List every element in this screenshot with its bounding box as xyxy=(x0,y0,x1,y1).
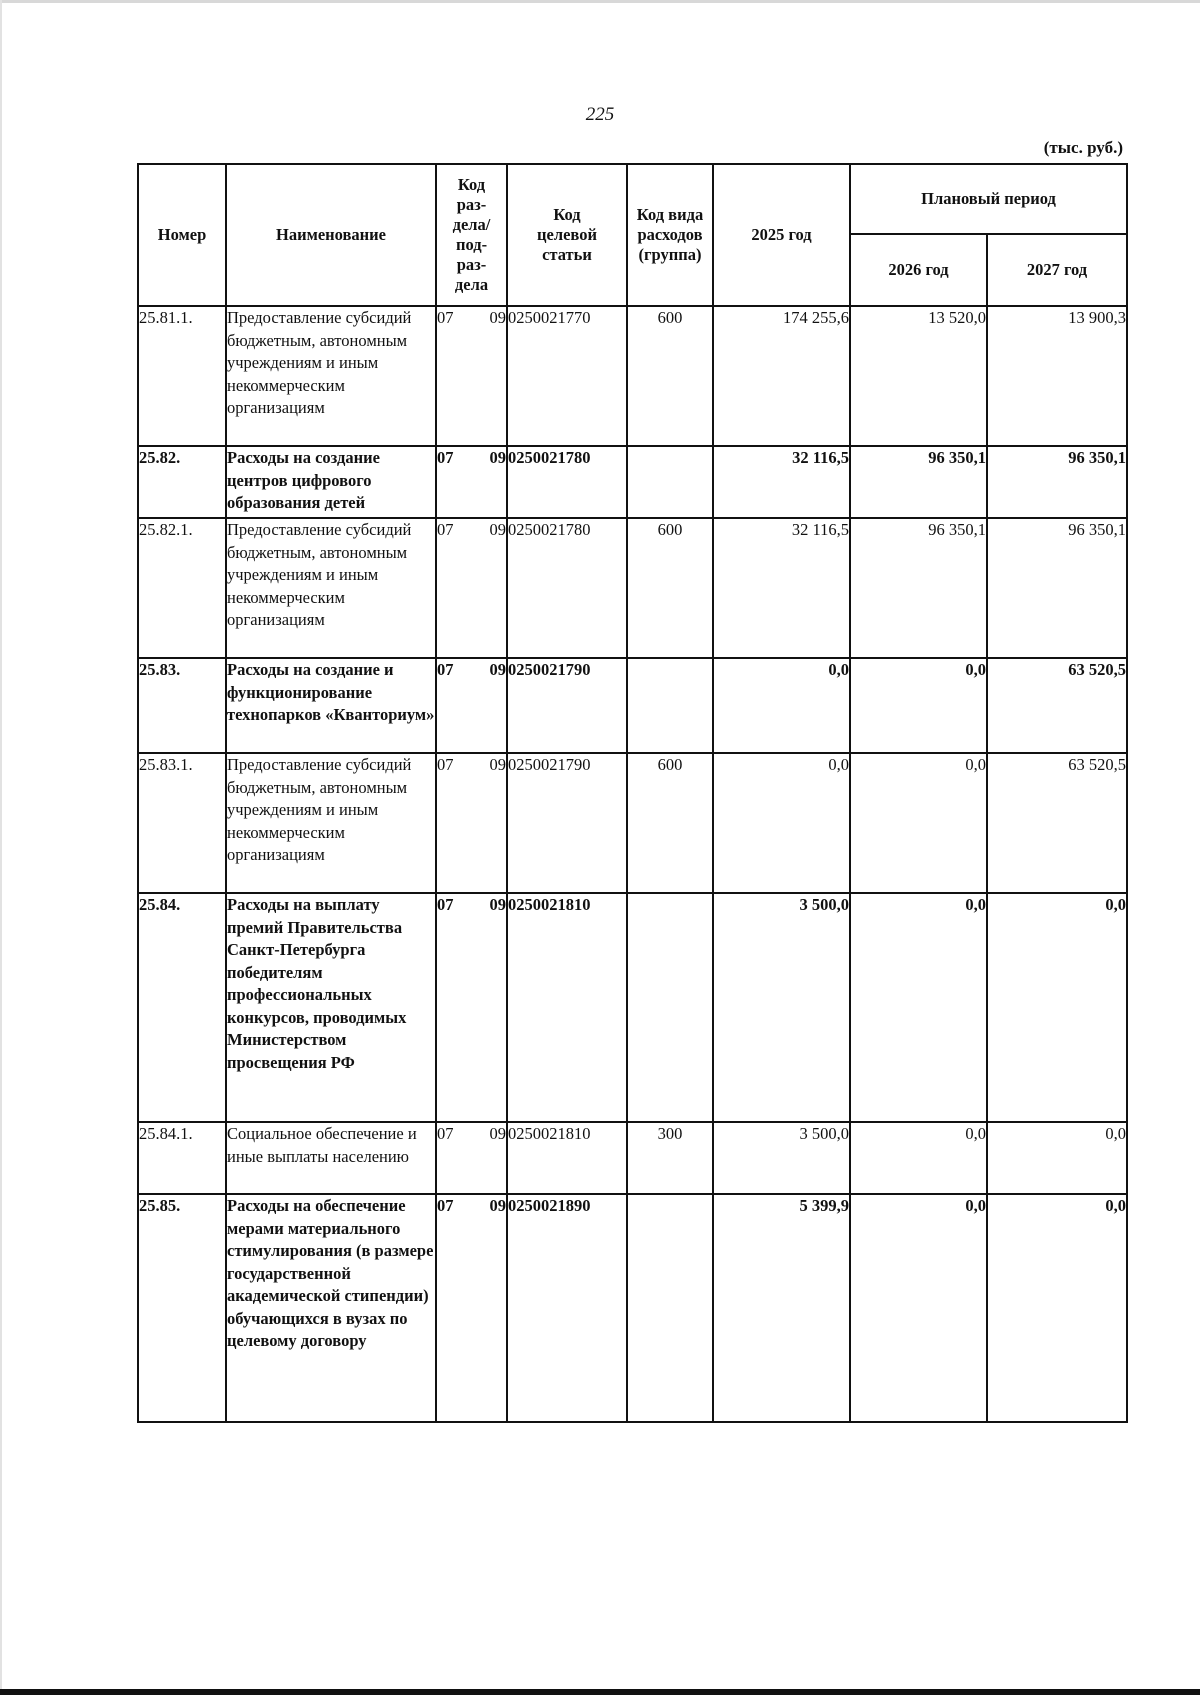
cell-name: Предоставление субсидий бюджетным, автономным учреждениям и иным некоммерческим организациям xyxy=(226,306,436,446)
cell-razdel-code: 07 xyxy=(437,1196,454,1215)
cell-2027: 96 350,1 xyxy=(987,518,1127,658)
cell-expense-type: 600 xyxy=(627,306,713,446)
header-code-line: статьи xyxy=(542,245,592,264)
cell-razdel-code: 07 xyxy=(437,520,454,539)
table-row xyxy=(138,753,1127,893)
cell-expense-type xyxy=(627,1194,713,1422)
cell-2025: 3 500,0 xyxy=(713,1122,850,1194)
cell-2026: 0,0 xyxy=(850,753,987,893)
cell-razdel-code: 07 xyxy=(437,1124,454,1143)
table-row xyxy=(138,446,1127,518)
cell-podrazdel-code: 09 xyxy=(489,520,506,539)
table-row xyxy=(138,658,1127,753)
cell-2026: 96 350,1 xyxy=(850,518,987,658)
table-row xyxy=(138,306,1127,446)
cell-razdel-code: 07 xyxy=(437,755,454,774)
header-razdel-line: Код xyxy=(457,175,486,194)
header-2025: 2025 год xyxy=(713,164,850,306)
cell-name: Расходы на создание и функционирование технопарков «Кванториум» xyxy=(226,658,436,753)
header-razdel-line: под- xyxy=(455,235,488,254)
cell-name: Социальное обеспечение и иные выплаты населению xyxy=(226,1122,436,1194)
table-row xyxy=(138,1194,1127,1422)
cell-razdel xyxy=(436,306,507,446)
cell-expense-type xyxy=(627,893,713,1122)
header-razdel-line: раз- xyxy=(456,195,487,214)
header-razdel-line: дела/ xyxy=(452,215,491,234)
header-planned-period: Плановый период xyxy=(850,164,1127,234)
cell-podrazdel-code: 09 xyxy=(489,755,506,774)
cell-podrazdel-code: 09 xyxy=(489,1196,506,1215)
cell-2027: 0,0 xyxy=(987,893,1127,1122)
cell-2027: 0,0 xyxy=(987,1194,1127,1422)
cell-2026: 0,0 xyxy=(850,1194,987,1422)
cell-2025: 5 399,9 xyxy=(713,1194,850,1422)
cell-razdel-code: 07 xyxy=(437,660,454,679)
cell-razdel-code: 07 xyxy=(437,308,454,327)
cell-razdel-code: 07 xyxy=(437,448,454,467)
cell-2025: 32 116,5 xyxy=(713,446,850,518)
cell-razdel xyxy=(436,518,507,658)
cell-target-code: 0250021770 xyxy=(507,306,627,446)
header-code xyxy=(507,164,627,306)
cell-2027: 13 900,3 xyxy=(987,306,1127,446)
cell-target-code: 0250021810 xyxy=(507,1122,627,1194)
header-vid xyxy=(627,164,713,306)
cell-2026: 0,0 xyxy=(850,658,987,753)
cell-2026: 96 350,1 xyxy=(850,446,987,518)
cell-target-code: 0250021810 xyxy=(507,893,627,1122)
cell-2026: 0,0 xyxy=(850,1122,987,1194)
header-number: Номер xyxy=(138,164,226,306)
cell-2025: 3 500,0 xyxy=(713,893,850,1122)
cell-name: Предоставление субсидий бюджетным, автономным учреждениям и иным некоммерческим организациям xyxy=(226,518,436,658)
units-label: (тыс. руб.) xyxy=(1043,138,1123,157)
cell-razdel xyxy=(436,658,507,753)
budget-table xyxy=(137,163,1128,1423)
cell-razdel xyxy=(436,446,507,518)
cell-name: Расходы на создание центров цифрового образования детей xyxy=(226,446,436,518)
header-code-line: Код xyxy=(553,205,581,224)
header-vid-lines xyxy=(628,205,712,265)
header-code-line: целевой xyxy=(537,225,597,244)
cell-2025: 32 116,5 xyxy=(713,518,850,658)
cell-number: 25.81.1. xyxy=(138,306,226,446)
cell-number: 25.84. xyxy=(138,893,226,1122)
cell-2025: 0,0 xyxy=(713,753,850,893)
cell-expense-type: 600 xyxy=(627,518,713,658)
cell-number: 25.83.1. xyxy=(138,753,226,893)
cell-target-code: 0250021780 xyxy=(507,518,627,658)
table-body xyxy=(138,306,1127,1422)
header-razdel xyxy=(436,164,507,306)
header-vid-line: расходов xyxy=(637,225,703,244)
table-row xyxy=(138,1122,1127,1194)
cell-razdel xyxy=(436,893,507,1122)
header-vid-line: Код вида xyxy=(636,205,704,224)
table-row xyxy=(138,518,1127,658)
cell-name: Расходы на выплату премий Правительства Санкт-Петербурга победителям профессиональных конкурсов, проводимых Министерством просвещения РФ xyxy=(226,893,436,1122)
cell-number: 25.82.1. xyxy=(138,518,226,658)
cell-2025: 174 255,6 xyxy=(713,306,850,446)
header-row-1 xyxy=(138,164,1127,234)
header-code-lines xyxy=(508,205,626,265)
cell-name: Расходы на обеспечение мерами материального стимулирования (в размере государственной академической стипендии) обучающихся в вузах по целевому договору xyxy=(226,1194,436,1422)
scan-edge-bottom xyxy=(0,1689,1200,1695)
header-razdel-line: дела xyxy=(454,275,489,294)
cell-target-code: 0250021780 xyxy=(507,446,627,518)
header-2027: 2027 год xyxy=(987,234,1127,306)
cell-number: 25.82. xyxy=(138,446,226,518)
cell-2027: 0,0 xyxy=(987,1122,1127,1194)
table-row xyxy=(138,893,1127,1122)
cell-expense-type xyxy=(627,446,713,518)
cell-number: 25.85. xyxy=(138,1194,226,1422)
cell-razdel-code: 07 xyxy=(437,895,454,914)
header-razdel-lines xyxy=(437,175,506,295)
cell-podrazdel-code: 09 xyxy=(489,448,506,467)
cell-expense-type: 300 xyxy=(627,1122,713,1194)
cell-podrazdel-code: 09 xyxy=(489,308,506,327)
cell-podrazdel-code: 09 xyxy=(489,1124,506,1143)
cell-razdel xyxy=(436,753,507,893)
cell-podrazdel-code: 09 xyxy=(489,895,506,914)
cell-razdel xyxy=(436,1194,507,1422)
cell-2027: 96 350,1 xyxy=(987,446,1127,518)
cell-expense-type: 600 xyxy=(627,753,713,893)
cell-2027: 63 520,5 xyxy=(987,658,1127,753)
cell-target-code: 0250021890 xyxy=(507,1194,627,1422)
header-razdel-line: раз- xyxy=(456,255,487,274)
cell-2026: 0,0 xyxy=(850,893,987,1122)
header-2026: 2026 год xyxy=(850,234,987,306)
scan-edge-left xyxy=(0,0,2,1695)
header-vid-line: (группа) xyxy=(638,245,702,264)
cell-2026: 13 520,0 xyxy=(850,306,987,446)
cell-2027: 63 520,5 xyxy=(987,753,1127,893)
header-name: Наименование xyxy=(226,164,436,306)
cell-target-code: 0250021790 xyxy=(507,753,627,893)
scan-edge-top xyxy=(0,0,1200,3)
cell-razdel xyxy=(436,1122,507,1194)
cell-target-code: 0250021790 xyxy=(507,658,627,753)
cell-podrazdel-code: 09 xyxy=(489,660,506,679)
page-number: 225 xyxy=(585,104,615,125)
cell-2025: 0,0 xyxy=(713,658,850,753)
cell-number: 25.84.1. xyxy=(138,1122,226,1194)
cell-expense-type xyxy=(627,658,713,753)
cell-number: 25.83. xyxy=(138,658,226,753)
cell-name: Предоставление субсидий бюджетным, автономным учреждениям и иным некоммерческим организациям xyxy=(226,753,436,893)
